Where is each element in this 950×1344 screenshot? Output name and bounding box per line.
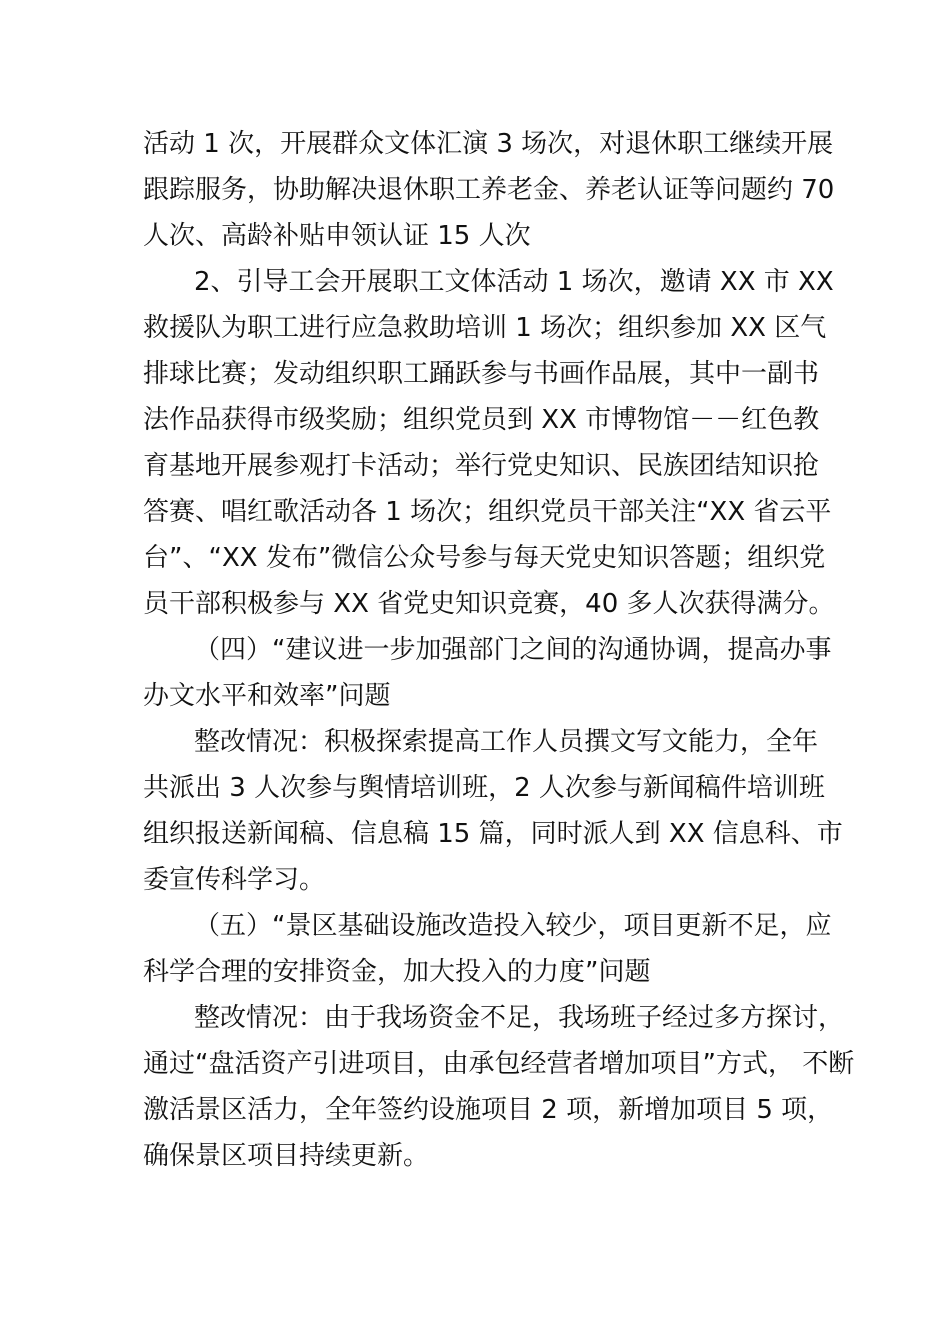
paragraph-first-line: 整改情况：由于我场资金不足，我场班子经过多方探讨， (194, 1003, 845, 1033)
text-line: 育基地开展参观打卡活动；举行党史知识、民族团结知识抢 (143, 451, 820, 481)
text-line: 人次、高龄补贴申领认证 15 人次 (143, 221, 531, 251)
text-line: 法作品获得市级奖励；组织党员到 XX 市博物馆－－红色教 (143, 405, 820, 435)
text-line: 排球比赛；发动组织职工踊跃参与书画作品展，其中一副书 (143, 359, 820, 389)
text-line: 救援队为职工进行应急救助培训 1 场次；组织参加 XX 区气 (143, 313, 827, 343)
text-line: 委宣传科学习。 (143, 865, 326, 895)
text-line: 跟踪服务，协助解决退休职工养老金、养老认证等问题约 70 (143, 175, 835, 205)
paragraph-first-line: 整改情况：积极探索提高工作人员撰文写文能力，全年 (194, 727, 819, 757)
text-line: 台”、“XX 发布”微信公众号参与每天党史知识答题；组织党 (143, 543, 826, 573)
text-line: 激活景区活力，全年签约设施项目 2 项，新增加项目 5 项， (143, 1095, 834, 1125)
text-line: 活动 1 次，开展群众文体汇演 3 场次，对退休职工继续开展 (143, 129, 834, 159)
paragraph-first-line: 2、引导工会开展职工文体活动 1 场次，邀请 XX 市 XX (194, 267, 834, 297)
text-line: 共派出 3 人次参与舆情培训班，2 人次参与新闻稿件培训班 (143, 773, 825, 803)
text-line: 答赛、唱红歌活动各 1 场次；组织党员干部关注“XX 省云平 (143, 497, 832, 527)
text-line: 员干部积极参与 XX 省党史知识竞赛，40 多人次获得满分。 (143, 589, 835, 619)
section-heading-5: （五）“景区基础设施改造投入较少，项目更新不足，应 (194, 911, 832, 941)
section-heading-4-cont: 办文水平和效率”问题 (143, 681, 391, 711)
text-line: 组织报送新闻稿、信息稿 15 篇，同时派人到 XX 信息科、市 (143, 819, 843, 849)
section-heading-4: （四）“建议进一步加强部门之间的沟通协调，提高办事 (194, 635, 832, 665)
text-line: 通过“盘活资产引进项目，由承包经营者增加项目”方式， 不断 (143, 1049, 855, 1079)
section-heading-5-cont: 科学合理的安排资金，加大投入的力度”问题 (143, 957, 651, 987)
text-line: 确保景区项目持续更新。 (143, 1141, 430, 1171)
